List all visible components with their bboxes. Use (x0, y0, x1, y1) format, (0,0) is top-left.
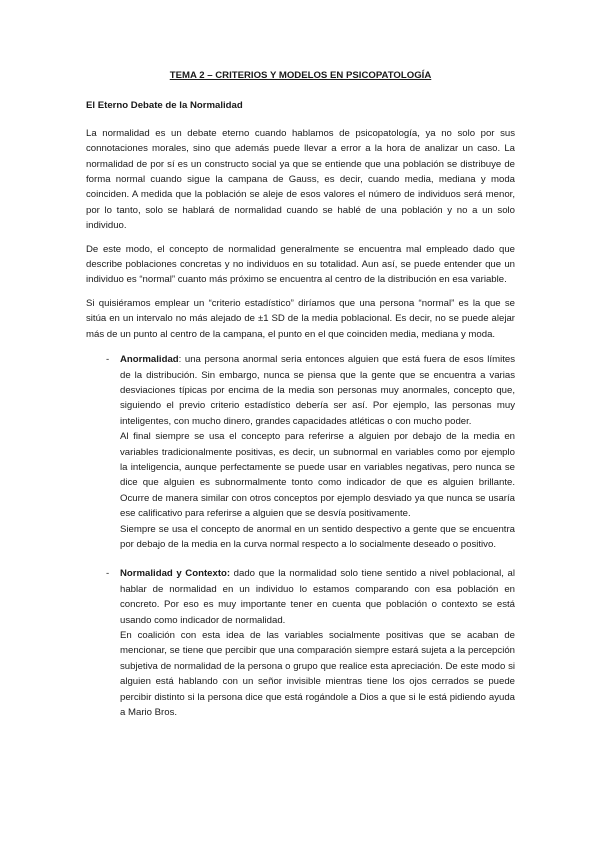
list-item-anormalidad (86, 352, 515, 552)
list-text: : una persona anormal seria entonces alguien que está fuera de esos límites de la distribución. Sin embargo, nunca se piensa que la gente que se encuentra a varias desviaciones típicas por encima de la media son personas muy anormales, concepto que, siguiendo el previo criterio estadístico debería ser así. Por ejemplo, las personas muy inteligentes, con mucho dinero, grandes capacidades atléticas o con mucho poder. (120, 354, 515, 427)
list-dash: - (106, 568, 110, 580)
paragraph: De este modo, el concepto de normalidad generalmente se encuentra mal empleado dado que describe poblaciones concretas y no individuos en su totalidad. Aun así, se puede entender que un individuo es “normal” cuanto más próximo se encuentra al centro de la distribución en esa variable. (86, 243, 515, 286)
paragraph: La normalidad es un debate eterno cuando hablamos de psicopatología, ya no solo por sus connotaciones morales, sino que además puede llevar a error a la hora de analizar un caso. La normalidad de por sí es un constructo social ya que se entiende que una población se distribuye de forma normal cuando sigue la campana de Gauss, es decir, cuando media, mediana y moda coinciden. A medida que la población se aleje de esos valores el número de individuos será menor, por lo tanto, solo se hablará de normalidad cuando se hablé de una población y no a un solo individuo. (86, 127, 515, 232)
section-heading: El Eterno Debate de la Normalidad (86, 100, 243, 112)
document-title: TEMA 2 – CRITERIOS Y MODELOS EN PSICOPATOLOGÍA (169, 70, 432, 81)
list-dash: - (106, 354, 110, 366)
list-paragraph (120, 352, 515, 429)
list-term: Anormalidad (120, 354, 179, 366)
list-paragraph: En coalición con esta idea de las variables socialmente positivas que se acaban de mencionar, se tiene que percibir que una comparación siempre estará sujeta a la percepción subjetiva de normalidad de la persona o grupo que realice esta apreciación. De este modo si alguien está hablando con un señor invisible mientras tiene los ojos cerrados se puede percibir distinto si la persona dice que está rogándole a Dios a que si le está pidiendo ayuda a Mario Bros. (120, 630, 515, 719)
paragraph: Si quisiéramos emplear un “criterio estadístico” diríamos que una persona “normal” es la que se sitúa en un intervalo no más alejado de ±1 SD de la media poblacional. Es decir, no se puede alejar más de un punto al centro de la campana, el punto en el que coinciden media, mediana y moda. (86, 297, 515, 340)
list-paragraph (120, 566, 515, 628)
list-paragraph: Al final siempre se usa el concepto para referirse a alguien por debajo de la media en variables tradicionalmente positivas, es decir, un subnormal en variables como por ejemplo la inteligencia, aunque perfectamente se puede usar en variables negativas, pero nunca se dice que alguien es subnormalmente tonto como indicador de que es alguien brillante. Ocurre de manera similar con otros conceptos por ejemplo desviado ya que nunca se usaría ese calificativo para referirse a alguien que se desvía positivamente. (120, 431, 515, 520)
list-paragraph: Siempre se usa el concepto de anormal en un sentido despectivo a gente que se encuentra por debajo de la media en la curva normal respecto a lo socialmente deseado o positivo. (120, 523, 515, 550)
list-term: Normalidad y Contexto: (120, 568, 231, 580)
list-text: dado que la normalidad solo tiene sentido a nivel poblacional, al hablar de normalidad en un individuo lo estamos comparando con esa población en concreto. Por eso es muy importante tener en cuenta que población o contexto se está usando como indicador de normalidad. (120, 568, 515, 626)
list-item-normalidad-contexto (86, 566, 515, 720)
